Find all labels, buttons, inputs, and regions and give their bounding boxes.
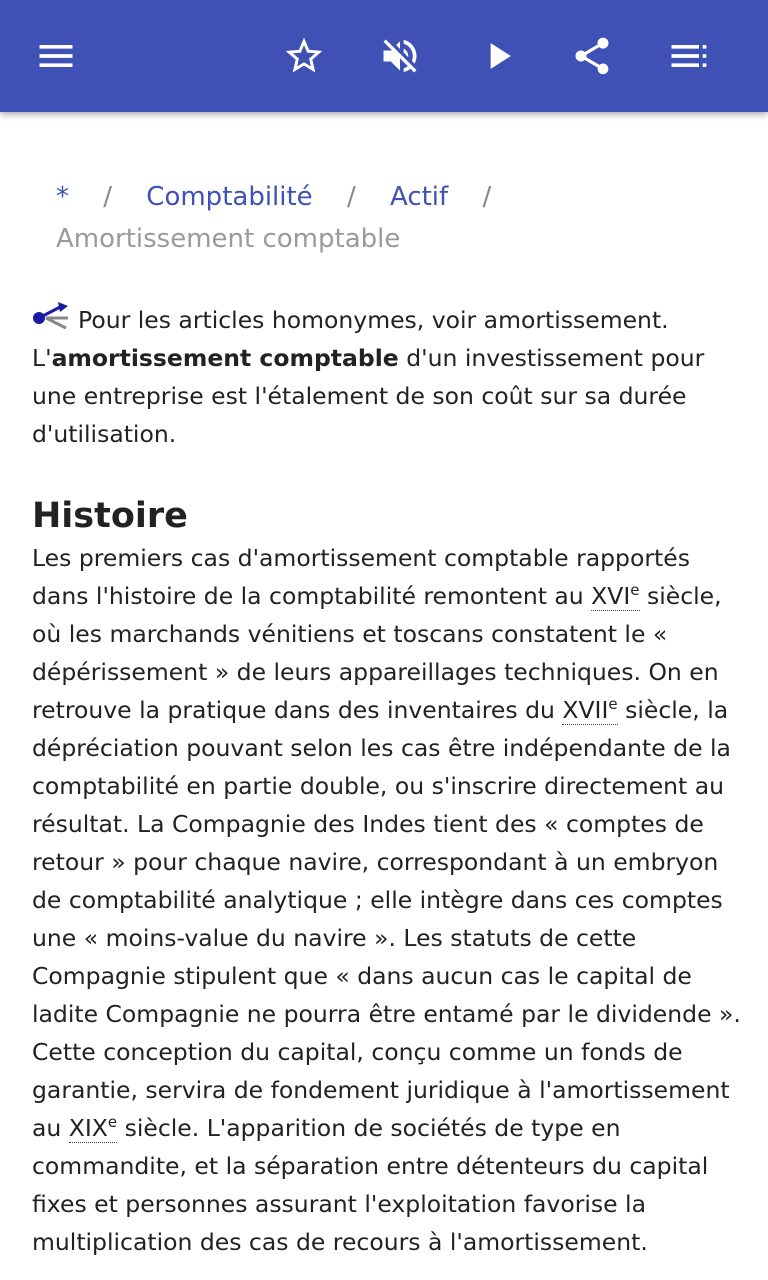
century-abbr-xvi[interactable] xyxy=(591,582,639,611)
hatnote xyxy=(32,300,742,453)
share-button[interactable] xyxy=(560,24,624,88)
century-numeral: XVI xyxy=(591,582,631,610)
century-abbr-xvii[interactable] xyxy=(562,696,617,725)
breadcrumb-link-comptabilite[interactable]: Comptabilité xyxy=(146,182,313,212)
breadcrumb-separator: / xyxy=(482,182,492,212)
century-numeral: XIX xyxy=(68,1114,108,1142)
breadcrumb-separator: / xyxy=(346,182,356,212)
playlist-icon xyxy=(666,34,710,78)
paragraph-text: siècle, la dépréciation pouvant selon les cas être indépendante de la comptabilité en partie double, ou s'inscrire directement au résultat. La Compagnie des Indes tient des « comptes de retour » pour chaque navire, correspondant à un embryon de comptabilité analytique ; elle intègre dans ces comptes une « moins-value du navire ». Les statuts de cette Compagnie stipulent que « dans aucun cas le capital de ladite Compagnie ne pourra être entamé par le dividende ». Cette conception du capital, conçu comme un fonds de garantie, servira de fondement juridique à l'amortissement au xyxy=(32,696,741,1142)
menu-button[interactable] xyxy=(24,24,88,88)
breadcrumb-root-link[interactable]: * xyxy=(56,182,69,212)
app-toolbar xyxy=(0,0,768,112)
breadcrumb-current: Amortissement comptable xyxy=(56,224,401,254)
breadcrumb-separator: / xyxy=(103,182,113,212)
paragraph-text: siècle, où les marchands vénitiens et toscans constatent le « dépérissement » de leurs appareillages techniques. On en retrouve la pratique dans des inventaires du xyxy=(32,582,722,724)
article-content xyxy=(32,300,742,1261)
hatnote-text[interactable]: Pour les articles homonymes, voir amortissement. xyxy=(78,306,669,334)
century-superscript: e xyxy=(107,1113,118,1131)
section-paragraph xyxy=(32,539,742,1261)
share-icon xyxy=(570,34,614,78)
breadcrumb xyxy=(56,176,736,260)
contents-button[interactable] xyxy=(656,24,720,88)
breadcrumb-link-actif[interactable]: Actif xyxy=(389,182,449,212)
paragraph-text: Les premiers cas d'amortissement comptable rapportés dans l'histoire de la comptabilité remontent au xyxy=(32,544,690,610)
disambiguation-icon xyxy=(32,300,74,330)
mute-button[interactable] xyxy=(368,24,432,88)
play-icon xyxy=(476,34,520,78)
menu-icon xyxy=(34,34,78,78)
intro-text: d'un investissement pour une entreprise est l'étalement de son coût sur sa durée d'utilisation. xyxy=(32,344,705,448)
bookmark-button[interactable] xyxy=(272,24,336,88)
play-button[interactable] xyxy=(466,24,530,88)
intro-bold-term: amortissement comptable xyxy=(51,344,399,372)
volume-off-icon xyxy=(378,34,422,78)
century-abbr-xix[interactable] xyxy=(69,1114,117,1143)
century-superscript: e xyxy=(630,581,640,599)
star-icon xyxy=(282,34,326,78)
intro-prefix: L' xyxy=(32,344,52,372)
century-superscript: e xyxy=(608,695,618,713)
section-heading-histoire: Histoire xyxy=(32,496,188,536)
century-numeral: XVII xyxy=(562,696,609,724)
paragraph-text: siècle. L'apparition de sociétés de type en commandite, et la séparation entre détenteurs du capital fixes et personnes assurant l'exploitation favorise la multiplication des cas de recours à l'amortissement. xyxy=(32,1114,709,1256)
